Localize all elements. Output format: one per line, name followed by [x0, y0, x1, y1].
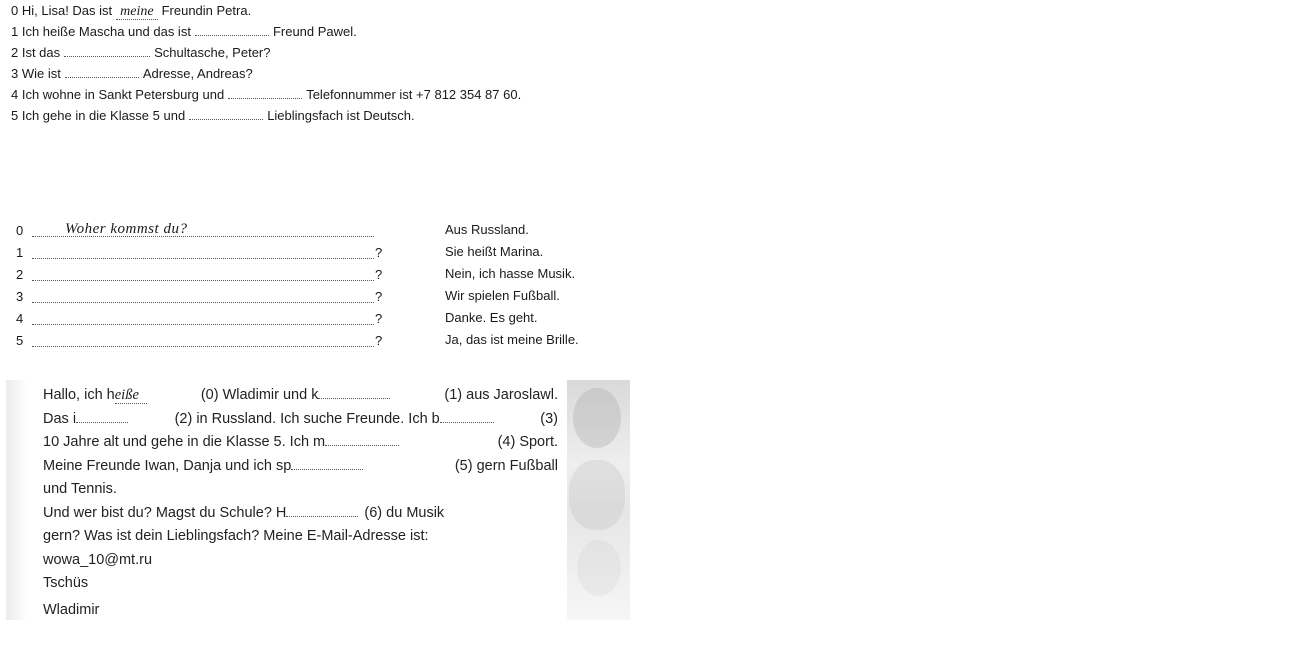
ex1-blank-3[interactable] — [65, 65, 139, 78]
ex1-line-4: 4 Ich wohne in Sankt Petersburg und Telefonnummer ist +7 812 354 87 60. — [11, 87, 522, 102]
letter-line-2: Das i (2) in Russland. Ich suche Freunde. Ich b (3) — [43, 410, 558, 427]
ex2-row-1: 1 ? Sie heißt Marina. — [16, 244, 544, 260]
ex1-line-1: 1 Ich heiße Mascha und das ist Freund Pawel. — [11, 24, 357, 39]
exercise-2-write-questions — [16, 220, 636, 352]
ex2-row-5: 5 ? Ja, das ist meine Brille. — [16, 332, 579, 348]
ex2-question-blank-1[interactable] — [32, 242, 374, 259]
ex1-blank-5[interactable] — [189, 107, 263, 120]
letter-line-6: Und wer bist du? Magst du Schule? H (6) du Musik — [43, 504, 445, 521]
letter-blank-6[interactable] — [286, 503, 358, 517]
letter-email: wowa_10@mt.ru — [43, 551, 153, 568]
letter-text — [43, 384, 558, 622]
exercise-1-possessive-pronouns — [11, 2, 521, 128]
ex2-question-blank-2[interactable] — [32, 264, 374, 281]
letter-line-3: 10 Jahre alt und gehe in die Klasse 5. Ich m (4) Sport. — [43, 434, 558, 450]
letter-signature: Wladimir — [43, 601, 100, 618]
letter-closing: Tschüs — [43, 575, 89, 591]
letter-blank-5[interactable] — [291, 456, 363, 470]
ex1-blank-4[interactable] — [228, 86, 302, 99]
ex1-answer-0: meine — [116, 5, 157, 20]
letter-line-4: Meine Freunde Iwan, Danja und ich sp (5) gern Fußball — [43, 457, 558, 474]
letter-blank-4[interactable] — [325, 432, 399, 446]
ex1-line-5: 5 Ich gehe in die Klasse 5 und Lieblingsfach ist Deutsch. — [11, 108, 415, 123]
ex2-row-0: 0 Woher kommst du? Aus Russland. — [16, 221, 529, 238]
ex2-question-blank-3[interactable] — [32, 286, 374, 303]
letter-blank-2[interactable] — [76, 409, 128, 423]
exercise-3-letter — [6, 380, 630, 620]
ex1-line-2: 2 Ist das Schultasche, Peter? — [11, 45, 271, 60]
ex2-row-3: 3 ? Wir spielen Fußball. — [16, 288, 560, 304]
ex2-question-0: Woher kommst du? — [32, 220, 374, 237]
letter-line-1: Hallo, ich heiße (0) Wladimir und k (1) aus Jaroslawl. — [43, 387, 558, 403]
ex2-row-4: 4 ? Danke. Es geht. — [16, 310, 538, 326]
ex1-blank-2[interactable] — [64, 44, 150, 57]
ex1-blank-1[interactable] — [195, 23, 269, 36]
ex1-line-0: 0 Hi, Lisa! Das ist meine Freundin Petra. — [11, 3, 252, 19]
decorative-tree-illustration — [567, 380, 630, 620]
letter-blank-3[interactable] — [440, 409, 494, 423]
letter-answer-0: eiße — [115, 387, 147, 404]
ex2-question-blank-5[interactable] — [32, 330, 374, 347]
left-page-shadow — [6, 380, 28, 620]
letter-line-7: gern? Was ist dein Lieblingsfach? Meine E-Mail-Adresse ist: — [43, 528, 429, 544]
ex2-row-2: 2 ? Nein, ich hasse Musik. — [16, 266, 576, 282]
letter-line-5: und Tennis. — [43, 481, 117, 497]
ex1-line-3: 3 Wie ist Adresse, Andreas? — [11, 66, 253, 81]
ex2-question-blank-4[interactable] — [32, 308, 374, 325]
letter-blank-1[interactable] — [318, 385, 390, 399]
